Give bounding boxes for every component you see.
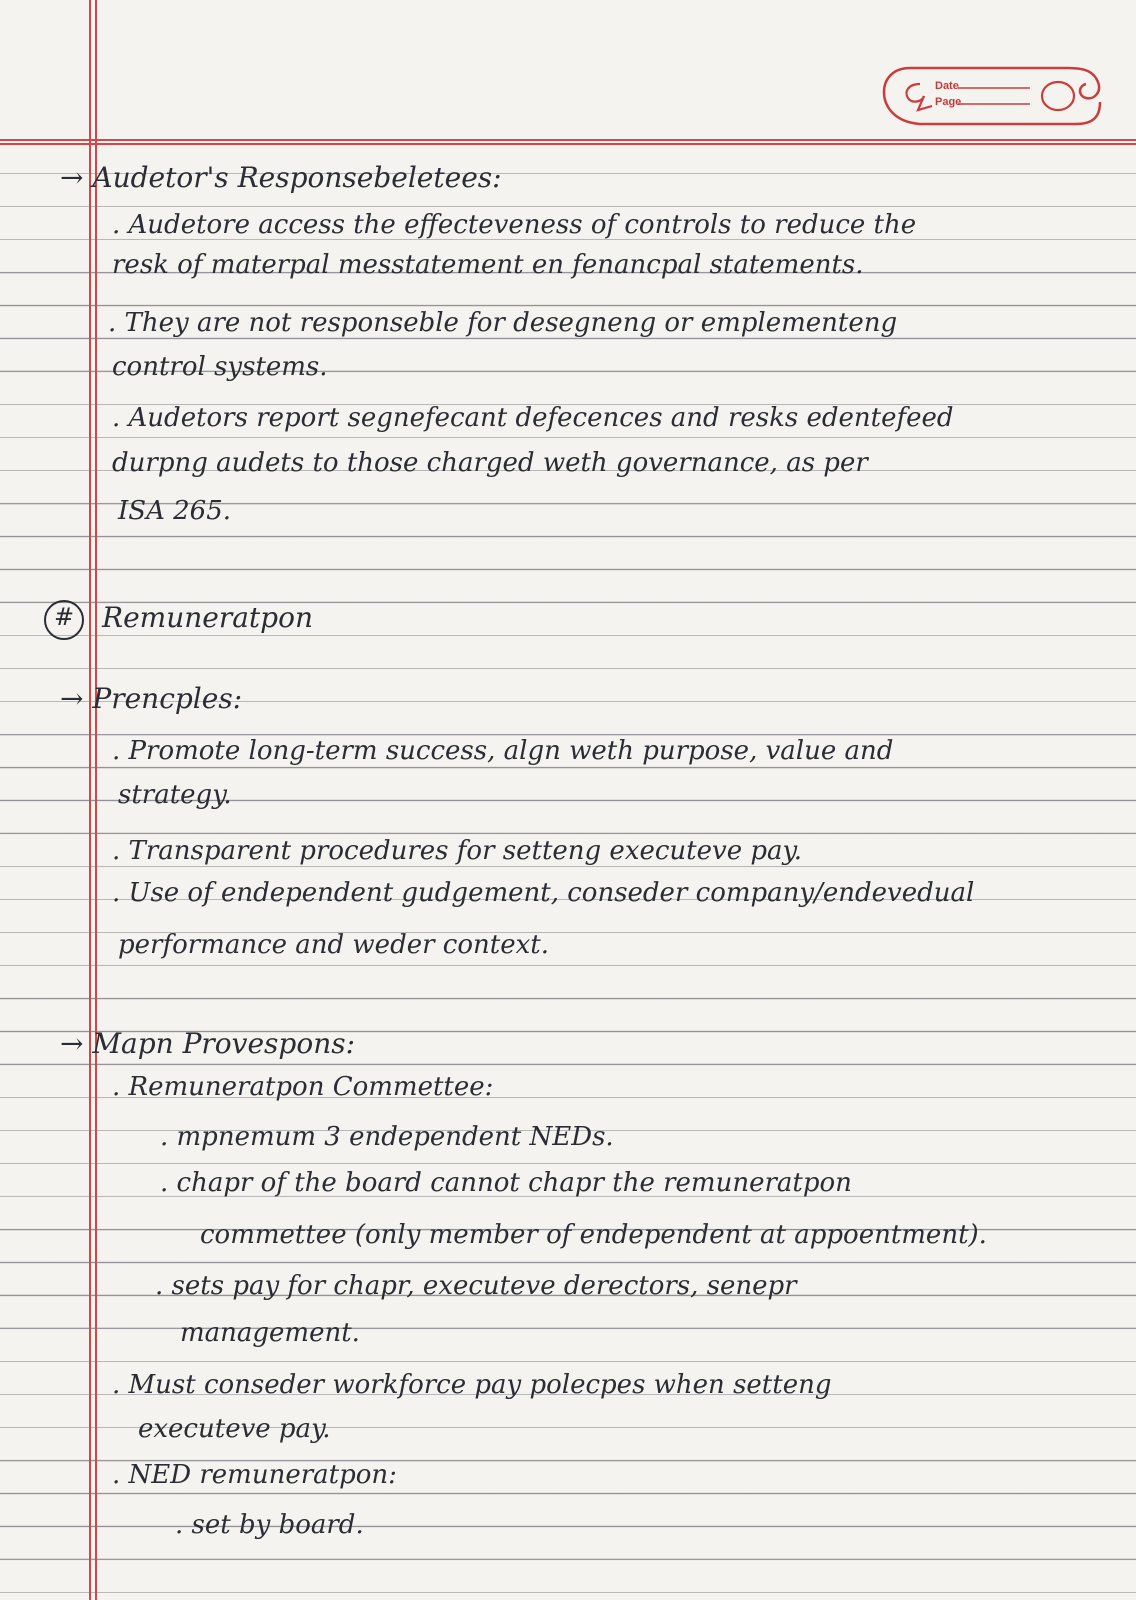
- note-line: . Audetore access the effecteveness of controls to reduce the: [112, 210, 917, 240]
- heading-auditors-responsibilities: → Audetor's Responsebeletees:: [60, 161, 502, 194]
- margin-line-right: [95, 0, 97, 1600]
- heading-remuneration: Remuneratpon: [102, 601, 313, 634]
- note-line: . Promote long-term success, algn weth purpose, value and: [112, 736, 894, 766]
- header-rule-bottom: [0, 143, 1136, 145]
- note-line: . They are not responseble for desegneng or emplementeng: [108, 308, 898, 338]
- note-line: control systems.: [112, 352, 328, 382]
- note-line: executeve pay.: [138, 1414, 331, 1444]
- note-line: . Audetors report segnefecant defecences and resks edentefeed: [112, 403, 954, 433]
- note-line: . Remuneratpon Commettee:: [112, 1072, 494, 1102]
- note-line: commettee (only member of endependent at appoentment).: [200, 1220, 987, 1250]
- note-line: . NED remuneratpon:: [112, 1460, 397, 1490]
- note-line: durpng audets to those charged weth governance, as per: [112, 448, 868, 478]
- scroll-banner-icon: [880, 62, 1105, 130]
- page-label: Page: [935, 96, 962, 108]
- margin-line-left: [89, 0, 91, 1600]
- note-line: performance and weder context.: [118, 930, 549, 960]
- note-line: management.: [180, 1318, 360, 1348]
- note-line: . Transparent procedures for setteng executeve pay.: [112, 836, 802, 866]
- note-line: ISA 265.: [118, 496, 232, 526]
- note-line: . set by board.: [175, 1510, 364, 1540]
- note-line: . Must conseder workforce pay polecpes when setteng: [112, 1370, 832, 1400]
- note-line: . chapr of the board cannot chapr the remuneratpon: [160, 1168, 852, 1198]
- note-line: strategy.: [118, 780, 232, 810]
- date-label: Date: [935, 80, 959, 92]
- heading-main-provisions: → Mapn Provespons:: [60, 1027, 356, 1060]
- note-line: resk of materpal messtatement en fenancpal statements.: [112, 250, 864, 280]
- note-line: . mpnemum 3 endependent NEDs.: [160, 1122, 614, 1152]
- note-line: . Use of endependent gudgement, conseder company/endevedual: [112, 878, 975, 908]
- date-page-badge: [880, 62, 1105, 130]
- heading-principles: → Prencples:: [60, 682, 243, 715]
- note-line: . sets pay for chapr, executeve derectors, senepr: [155, 1271, 797, 1301]
- header-rule-top: [0, 139, 1136, 141]
- hash-circle-icon: #: [40, 596, 88, 644]
